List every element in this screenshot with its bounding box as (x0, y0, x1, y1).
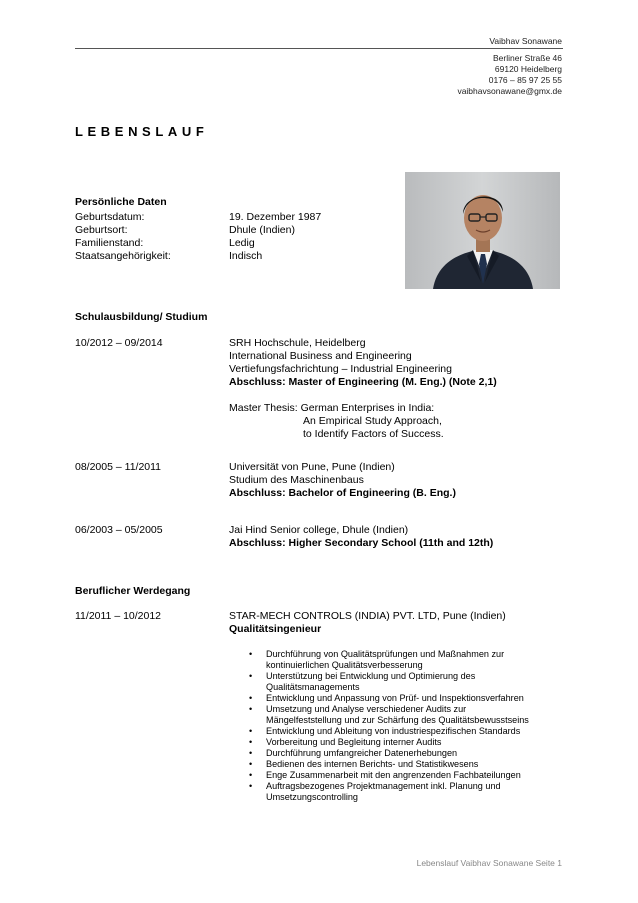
task-text: Bedienen des internen Berichts- und Statistikwesens (266, 759, 479, 769)
value-birthplace: Dhule (Indien) (229, 224, 295, 236)
task-item (249, 704, 559, 726)
header-city: 69120 Heidelberg (494, 64, 562, 74)
header-email: vaibhavsonawane@gmx.de (457, 86, 562, 96)
education-program-1: International Business and Engineering (229, 350, 412, 362)
career-company: STAR-MECH CONTROLS (INDIA) PVT. LTD, Pune (Indien) (229, 610, 506, 622)
task-text: Enge Zusammenarbeit mit den angrenzenden Fachbateilungen (266, 770, 521, 780)
task-text: Entwicklung und Anpassung von Prüf- und Inspektionsverfahren (266, 693, 524, 703)
career-period: 11/2011 – 10/2012 (75, 610, 162, 622)
header-name: Vaibhav Sonawane (489, 36, 562, 46)
bullet: • (249, 704, 253, 714)
task-text: Auftragsbezogenes Projektmanagement inkl. Planung und (266, 781, 501, 791)
label-nationality: Staatsangehörigkeit: (75, 250, 171, 262)
value-marital-status: Ledig (229, 237, 255, 249)
task-text-continued: Umsetzungscontrolling (266, 792, 358, 802)
bullet: • (249, 770, 253, 780)
task-item (249, 649, 559, 671)
bullet: • (249, 726, 253, 736)
value-birthdate: 19. Dezember 1987 (229, 211, 322, 223)
value-nationality: Indisch (229, 250, 263, 262)
task-item (249, 693, 559, 704)
label-birthdate: Geburtsdatum: (75, 211, 145, 223)
bullet: • (249, 781, 253, 791)
personal-labels (75, 211, 171, 263)
task-item (249, 770, 559, 781)
header-address (457, 53, 562, 97)
task-text: Vorbereitung und Begleitung interner Audits (266, 737, 442, 747)
task-list (249, 649, 559, 803)
task-item (249, 781, 559, 803)
task-text: Durchführung umfangreicher Datenerhebungen (266, 748, 458, 758)
thesis-title-line-2: to Identify Factors of Success. (303, 428, 444, 440)
education-school-1: SRH Hochschule, Heidelberg (229, 337, 366, 349)
task-item (249, 671, 559, 693)
header-phone: 0176 – 85 97 25 55 (488, 75, 562, 85)
label-birthplace: Geburtsort: (75, 224, 128, 236)
section-heading-career: Beruflicher Werdegang (75, 585, 191, 597)
bullet: • (249, 693, 253, 703)
education-period-2: 08/2005 – 11/2011 (75, 461, 162, 473)
personal-values (229, 211, 399, 263)
education-school-2: Universität von Pune, Pune (Indien) (229, 461, 395, 473)
page-title: LEBENSLAUF (75, 124, 209, 139)
education-period-3: 06/2003 – 05/2005 (75, 524, 163, 536)
profile-photo (405, 172, 560, 289)
task-text-continued: Qualitätsmanagements (266, 682, 360, 692)
header-street: Berliner Straße 46 (493, 53, 562, 63)
education-specialization-1: Vertiefungsfachrichtung – Industrial Engineering (229, 363, 452, 375)
education-program-2: Studium des Maschinenbaus (229, 474, 364, 486)
education-entry-3 (229, 524, 569, 550)
bullet: • (249, 737, 253, 747)
education-degree-2: Abschluss: Bachelor of Engineering (B. Eng.) (229, 487, 456, 499)
education-school-3: Jai Hind Senior college, Dhule (Indien) (229, 524, 409, 536)
bullet: • (249, 759, 253, 769)
task-item (249, 748, 559, 759)
header-divider (75, 48, 563, 49)
task-item (249, 759, 559, 770)
task-text: Durchführung von Qualitätsprüfungen und Maßnahmen zur (266, 649, 505, 659)
task-text-continued: kontinuierlichen Qualitätsverbesserung (266, 660, 423, 670)
career-entry (229, 610, 569, 636)
page-footer: Lebenslauf Vaibhav Sonawane Seite 1 (416, 858, 562, 868)
education-entry-1 (229, 337, 569, 441)
bullet: • (249, 748, 253, 758)
bullet: • (249, 649, 253, 659)
career-role: Qualitätsingenieur (229, 623, 322, 635)
thesis-label: Master Thesis: German Enterprises in India: (229, 402, 435, 414)
education-degree-3: Abschluss: Higher Secondary School (11th and 12th) (229, 537, 494, 549)
thesis-title-line-1: An Empirical Study Approach, (303, 415, 442, 427)
task-text-continued: Mängelfeststellung und zur Schärfung des Qualitätsbewusstseins (266, 715, 529, 725)
task-text: Umsetzung und Analyse verschiedener Audits zur (266, 704, 467, 714)
education-period-1: 10/2012 – 09/2014 (75, 337, 163, 349)
task-item (249, 737, 559, 748)
task-text: Unterstützung bei Entwicklung und Optimierung des (266, 671, 476, 681)
education-degree-1: Abschluss: Master of Engineering (M. Eng.) (Note 2,1) (229, 376, 497, 388)
bullet: • (249, 671, 253, 681)
section-heading-personal: Persönliche Daten (75, 196, 167, 208)
task-text: Entwicklung und Ableitung von industriespezifischen Standards (266, 726, 521, 736)
section-heading-education: Schulausbildung/ Studium (75, 311, 208, 323)
label-marital-status: Familienstand: (75, 237, 144, 249)
task-item (249, 726, 559, 737)
education-entry-2 (229, 461, 569, 500)
